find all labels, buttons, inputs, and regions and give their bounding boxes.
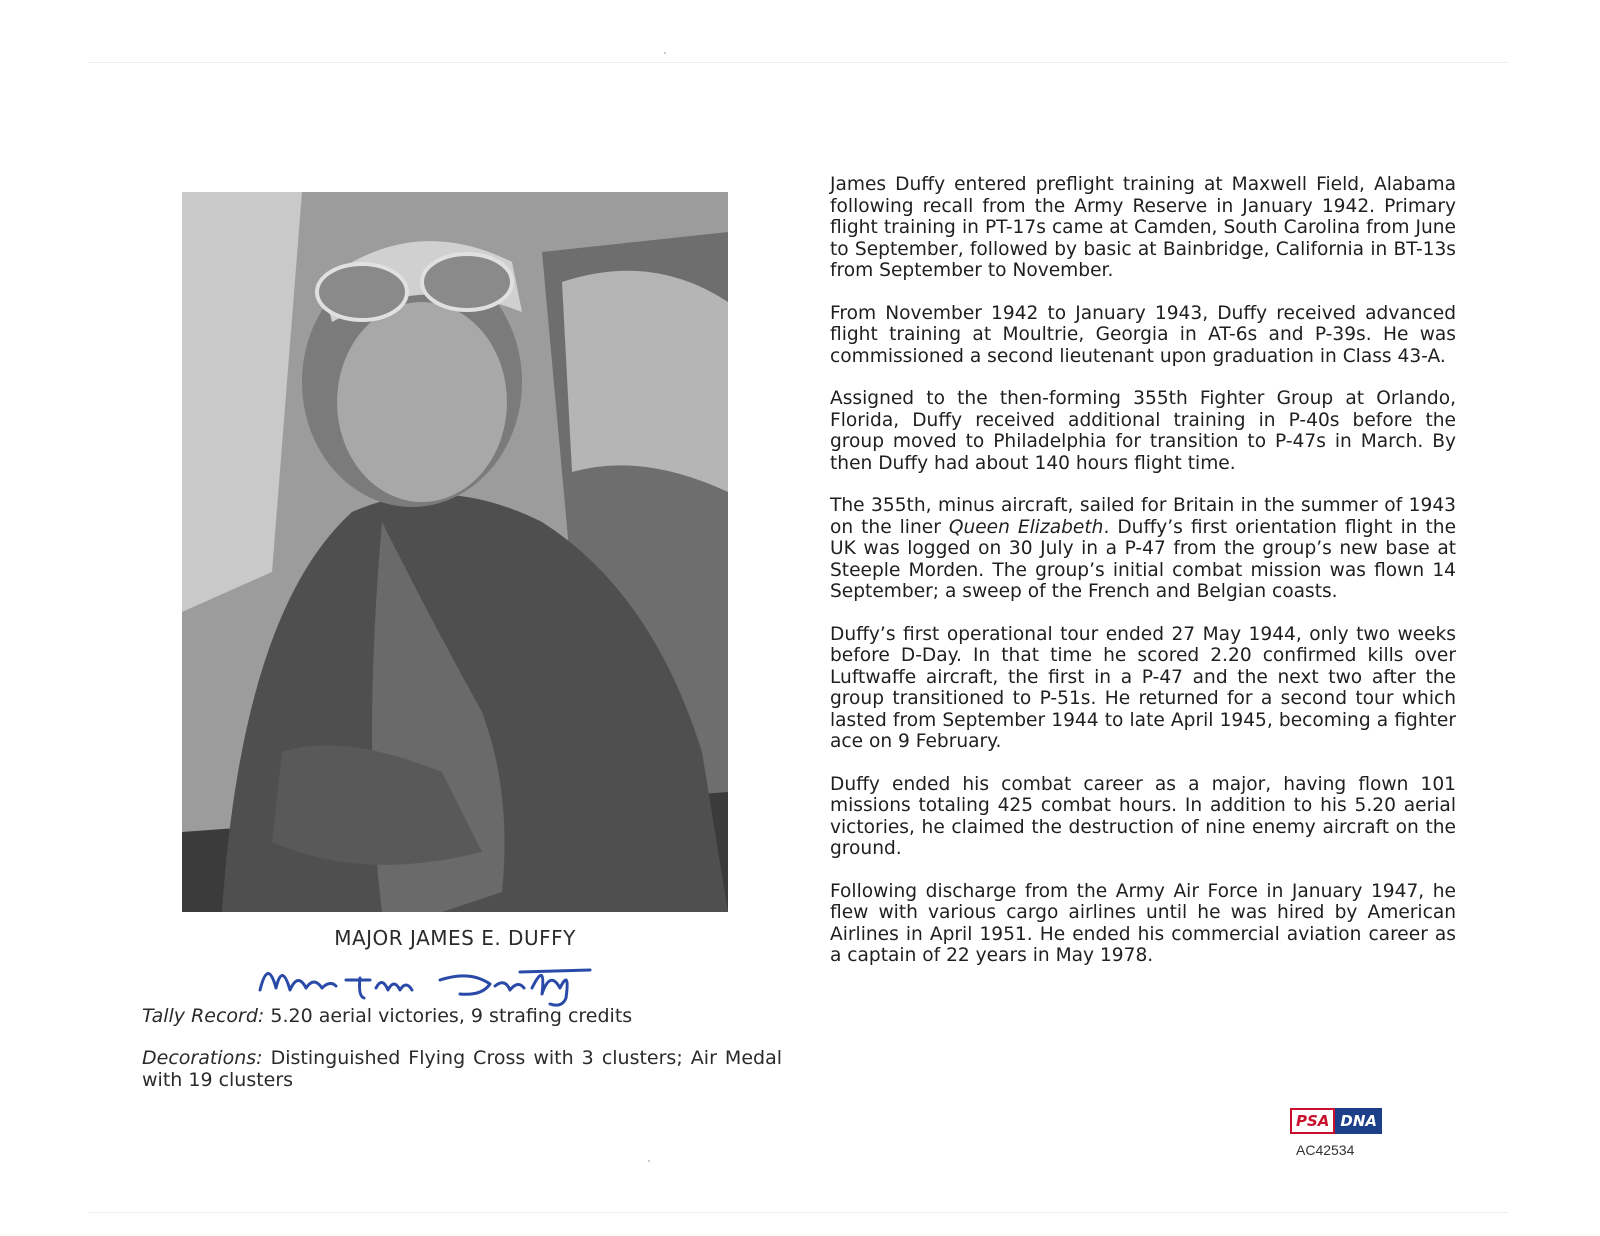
bio-paragraph: James Duffy entered preflight training at Maxwell Field, Alabama following recall from the Army Reserve in January 1942. Primary flight training in PT-17s came at Camden, South Carolina from June to September, followed by basic at Bainbridge, California in BT-13s from September to November. [830,174,1456,281]
paper-speck [664,52,666,54]
biography-text [830,174,1456,988]
certificate-number: AC42534 [1296,1142,1355,1158]
bio-paragraph [830,495,1456,603]
decorations [142,1047,782,1091]
pilot-name-caption: MAJOR JAMES E. DUFFY [334,926,576,950]
paper-speck [648,1160,650,1162]
pilot-portrait-illustration [182,192,728,912]
bio-paragraph: Duffy ended his combat career as a major, having flown 101 missions totaling 425 combat hours. In addition to his 5.20 aerial victories, he claimed the destruction of nine enemy aircraft on the ground. [830,773,1456,859]
tally-record-label: Tally Record: [142,1005,265,1027]
decorations-label: Decorations: [142,1047,263,1069]
bio-paragraph: Assigned to the then-forming 355th Fighter Group at Orlando, Florida, Duffy received additional training in P-40s before the group moved to Philadelphia for transition to P-47s in March. By then Duffy had about 140 hours flight time. [830,388,1456,474]
bio-paragraph: From November 1942 to January 1943, Duffy received advanced flight training at Moultrie, Georgia in AT-6s and P-39s. He was commissioned a second lieutenant upon graduation in Class 43-A. [830,302,1456,367]
tally-record-value: 5.20 aerial victories, 9 strafing credits [264,1005,633,1027]
bio-text: . Duffy’s first orientation flight in the UK was logged on 30 July in a P-47 from the group’s new base at Steeple Morden. The group’s initial combat mission was flown 14 September; a sweep of the French and Belgian coasts. [830,516,1457,602]
psa-dna-badge [1290,1108,1386,1134]
bottom-rule [88,1212,1508,1213]
pilot-portrait-photo [182,192,728,912]
autograph-signature [250,950,610,1010]
dna-logo-text: DNA [1335,1108,1382,1134]
ship-name: Queen Elizabeth [948,516,1104,538]
bio-paragraph: Following discharge from the Army Air Force in January 1947, he flew with various cargo airlines until he was hired by American Airlines in April 1951. He ended his commercial aviation career as a captain of 22 years in May 1978. [830,880,1456,966]
tally-record [142,1005,782,1027]
bio-paragraph: Duffy’s first operational tour ended 27 May 1944, only two weeks before D-Day. In that time he scored 2.20 confirmed kills over Luftwaffe aircraft, the first in a P-47 and the next two after the group transitioned to P-51s. He returned for a second tour which lasted from September 1944 to late April 1945, becoming a fighter ace on 9 February. [830,623,1456,752]
psa-dna-logo [1290,1108,1386,1134]
psa-logo-text: PSA [1290,1108,1335,1134]
decorations-value: Distinguished Flying Cross with 3 clusters; Air Medal with 19 clusters [142,1047,782,1091]
bio-text: The 355th, minus aircraft, sailed for Britain in the summer of 1943 on the liner [830,495,1456,538]
top-rule [88,62,1508,63]
